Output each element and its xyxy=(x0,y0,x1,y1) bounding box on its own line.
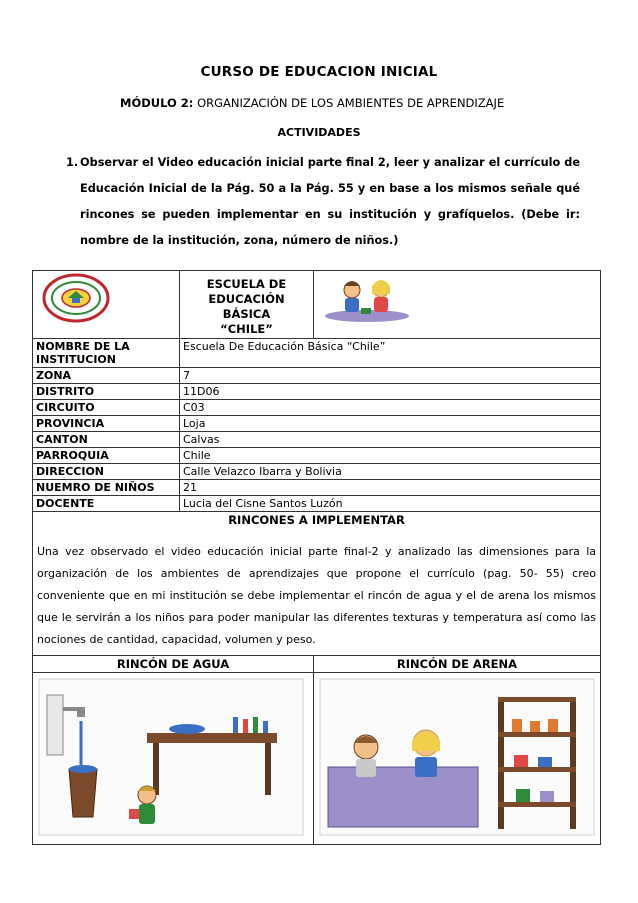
info-row xyxy=(33,432,601,448)
info-label: NOMBRE DE LA INSTITUCION xyxy=(33,339,180,368)
school-seal-icon xyxy=(36,272,116,324)
school-logo xyxy=(36,272,176,326)
kids-image-cell xyxy=(314,271,601,339)
info-label: NUEMRO DE NIÑOS xyxy=(33,480,180,496)
info-label: CANTON xyxy=(33,432,180,448)
info-label: DIRECCION xyxy=(33,464,180,480)
instruction-text: Observar el Video educación inicial parte final 2, leer y analizar el currículo de Educación Inicial de la Pág. 50 a la Pág. 55 y en base a los mismos señale qué rincones se pueden implementar en su institución y grafíquelos. (Debe ir: nombre de la institución, zona, número de niños.) xyxy=(80,156,580,247)
sand-corner-title: RINCÓN DE ARENA xyxy=(314,656,601,673)
info-value: Loja xyxy=(180,416,601,432)
module-text: ORGANIZACIÓN DE LOS AMBIENTES DE APRENDIZAJE xyxy=(197,96,505,110)
info-label: DISTRITO xyxy=(33,384,180,400)
info-value: 21 xyxy=(180,480,601,496)
document-title: CURSO DE EDUCACION INICIAL xyxy=(200,64,438,80)
school-name-line2: “CHILE” xyxy=(220,322,273,336)
info-row xyxy=(33,496,601,512)
school-table xyxy=(32,270,601,845)
info-value: Calle Velazco Ibarra y Bolivia xyxy=(180,464,601,480)
info-value: Escuela De Educación Básica “Chile” xyxy=(180,339,601,368)
info-row xyxy=(33,448,601,464)
corners-header-row xyxy=(33,656,601,673)
activities-heading: ACTIVIDADES xyxy=(277,126,361,139)
info-row xyxy=(33,400,601,416)
water-corner-title: RINCÓN DE AGUA xyxy=(33,656,314,673)
section-paragraph: Una vez observado el video educación inicial parte final-2 y analizado las dimensiones para la organización de los ambientes de aprendizajes que propone el currículo (pag. 50- 55) creo conveniente que en mi institución se debe implementar el rincón de agua y el de arena los mismos que le servirán a los niños para poder manipular las diferentes texturas y temperatura así como las nociones de cantidad, capacidad, volumen y peso. xyxy=(37,545,596,646)
info-row xyxy=(33,464,601,480)
info-label: DOCENTE xyxy=(33,496,180,512)
info-label: PARROQUIA xyxy=(33,448,180,464)
section-cell xyxy=(33,512,601,656)
info-label: PROVINCIA xyxy=(33,416,180,432)
school-header-row xyxy=(33,271,601,339)
corners-image-row xyxy=(33,673,601,845)
school-name-cell xyxy=(180,271,314,339)
children-playing-icon xyxy=(317,272,417,324)
water-corner-drawing xyxy=(37,677,305,837)
module-label: MÓDULO 2: xyxy=(120,96,194,110)
info-value: C03 xyxy=(180,400,601,416)
instruction-number: 1. xyxy=(66,156,79,169)
info-value: Chile xyxy=(180,448,601,464)
instruction-item xyxy=(66,150,580,254)
info-row xyxy=(33,384,601,400)
info-value: Calvas xyxy=(180,432,601,448)
water-corner-cell xyxy=(33,673,314,845)
info-row xyxy=(33,416,601,432)
section-title: RINCONES A IMPLEMENTAR xyxy=(228,513,405,527)
school-name-line1: ESCUELA DE EDUCACIÓN BÁSICA xyxy=(206,277,287,321)
info-label: CIRCUITO xyxy=(33,400,180,416)
info-row xyxy=(33,368,601,384)
info-label: ZONA xyxy=(33,368,180,384)
info-value: 11D06 xyxy=(180,384,601,400)
kids-illustration xyxy=(317,272,597,326)
info-row xyxy=(33,480,601,496)
info-value: Lucia del Cisne Santos Luzón xyxy=(180,496,601,512)
sand-corner-drawing xyxy=(318,677,596,837)
logo-cell xyxy=(33,271,180,339)
info-value: 7 xyxy=(180,368,601,384)
module-line xyxy=(120,96,504,110)
sand-corner-cell xyxy=(314,673,601,845)
info-row xyxy=(33,339,601,368)
section-row xyxy=(33,512,601,656)
